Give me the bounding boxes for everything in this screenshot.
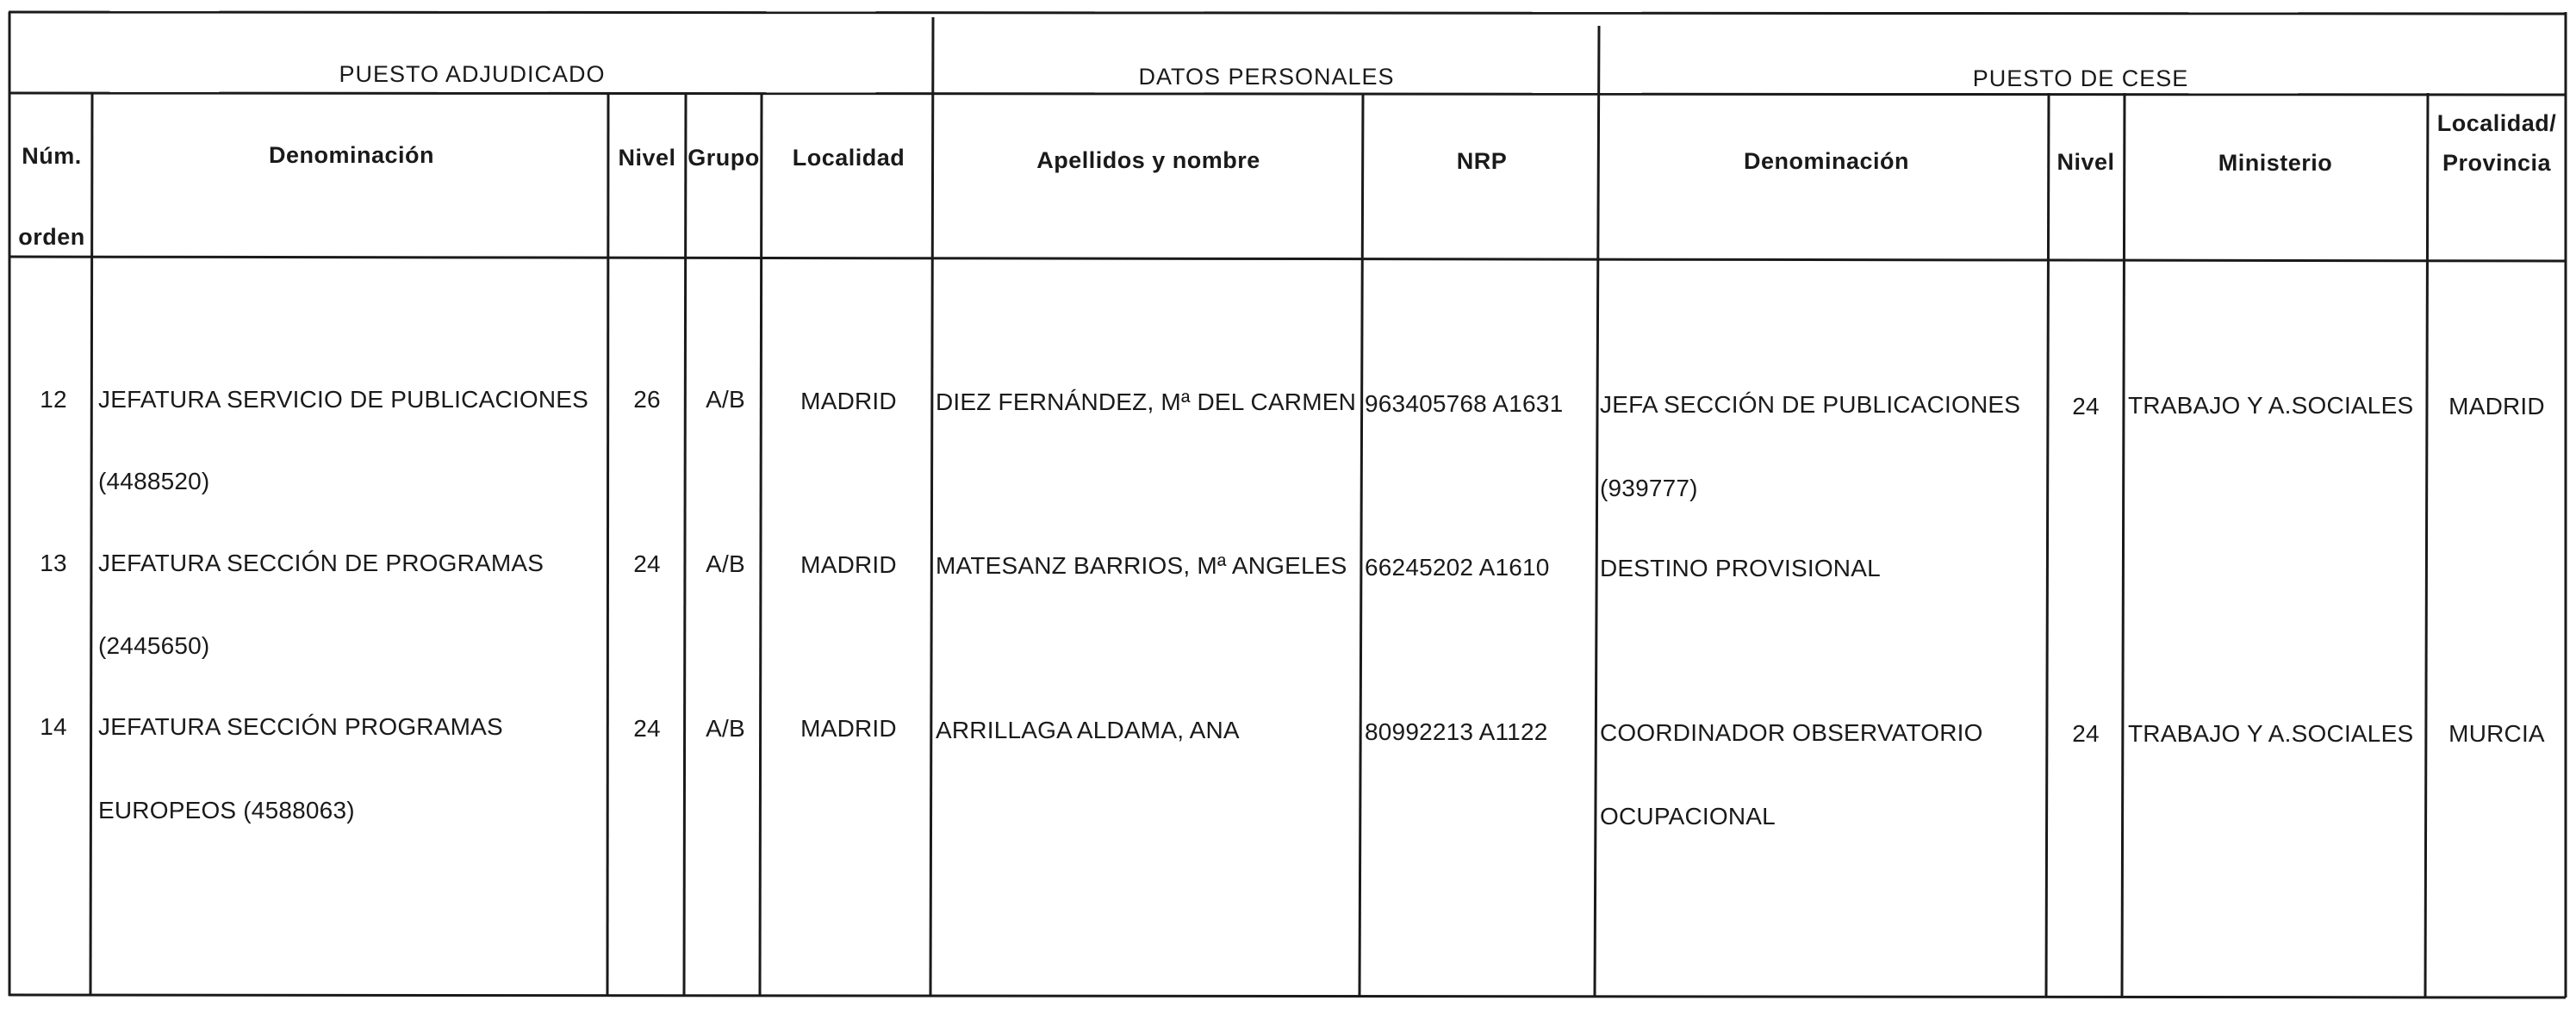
col-divider-ministerio	[2425, 93, 2428, 997]
row-13-nrp: 66245202 A1610	[1365, 554, 1550, 581]
row-14-cese-denominacion-line2: OCUPACIONAL	[1600, 803, 1776, 830]
col-header-localidad-provincia-line1: Localidad/	[2436, 110, 2557, 136]
row-14-denominacion-line2: EUROPEOS (4588063)	[98, 797, 355, 823]
col-header-denominacion: Denominación	[268, 142, 435, 168]
col-header-apellidos: Apellidos y nombre	[1036, 147, 1260, 173]
row-13-nivel: 24	[633, 550, 661, 577]
row-12-cese-nivel: 24	[2072, 393, 2100, 419]
row-12-nivel: 26	[633, 386, 661, 413]
row-14-denominacion-line1: JEFATURA SECCIÓN PROGRAMAS	[98, 713, 503, 740]
col-divider-cese-nivel	[2122, 93, 2125, 997]
row-14-cese-denominacion-line1: COORDINADOR OBSERVATORIO	[1600, 719, 1983, 746]
section-header-rule	[9, 93, 2566, 95]
col-header-nrp: NRP	[1456, 148, 1508, 174]
top-border	[9, 12, 2566, 14]
row-14-grupo: A/B	[706, 715, 745, 742]
section-datos-personales: DATOS PERSONALES	[1138, 64, 1395, 90]
row-12-grupo: A/B	[706, 386, 745, 413]
col-divider-num	[90, 93, 92, 995]
row-12-apellidos: DIEZ FERNÁNDEZ, Mª DEL CARMEN	[936, 388, 1357, 415]
row-12-localidad: MADRID	[800, 388, 897, 414]
row-13-grupo: A/B	[706, 550, 745, 577]
row-12-denominacion-line2: (4488520)	[98, 468, 210, 494]
row-14-cese-nivel: 24	[2072, 720, 2100, 747]
col-header-num-line2: orden	[18, 224, 85, 250]
row-12-num: 12	[40, 386, 67, 413]
col-divider-denominacion	[607, 93, 608, 995]
section-divider-2	[1595, 26, 1599, 997]
row-14-nivel: 24	[633, 715, 661, 742]
col-divider-apellidos	[1360, 93, 1363, 996]
row-14-localidad: MADRID	[800, 715, 897, 742]
col-header-localidad-provincia-line2: Provincia	[2442, 150, 2552, 176]
row-13-denominacion-line1: JEFATURA SECCIÓN DE PROGRAMAS	[98, 550, 544, 576]
col-header-grupo: Grupo	[688, 145, 760, 171]
row-12-cese-denominacion-line2: (939777)	[1600, 475, 1698, 501]
row-13-num: 13	[40, 550, 67, 576]
row-14-ministerio: TRABAJO Y A.SOCIALES	[2128, 720, 2414, 747]
row-12-localidad-provincia: MADRID	[2448, 393, 2545, 419]
row-12-cese-denominacion-line1: JEFA SECCIÓN DE PUBLICACIONES	[1600, 391, 2021, 418]
bottom-border	[9, 995, 2566, 997]
row-12-nrp: 963405768 A1631	[1365, 390, 1564, 417]
col-header-localidad: Localidad	[792, 145, 905, 171]
row-13-apellidos: MATESANZ BARRIOS, Mª ANGELES	[936, 552, 1347, 579]
section-puesto-de-cese: PUESTO DE CESE	[1972, 65, 2189, 91]
column-header-rule	[9, 257, 2566, 261]
row-14-nrp: 80992213 A1122	[1365, 718, 1548, 745]
section-divider-1	[930, 17, 933, 996]
row-13-denominacion-line2: (2445650)	[98, 632, 210, 659]
row-13-localidad: MADRID	[800, 551, 897, 578]
col-header-cese-nivel: Nivel	[2056, 149, 2115, 175]
col-divider-nivel	[684, 93, 686, 995]
section-puesto-adjudicado: PUESTO ADJUDICADO	[339, 61, 606, 87]
col-divider-cese-denominacion	[2046, 93, 2049, 997]
row-12-denominacion-line1: JEFATURA SERVICIO DE PUBLICACIONES	[98, 386, 589, 413]
col-header-cese-denominacion: Denominación	[1743, 148, 1910, 174]
col-header-ministerio: Ministerio	[2218, 150, 2333, 176]
col-divider-grupo	[760, 93, 762, 995]
row-14-num: 14	[40, 713, 67, 740]
col-header-num-line1: Núm.	[22, 143, 82, 169]
col-header-nivel: Nivel	[618, 145, 676, 171]
row-13-cese-denominacion-line1: DESTINO PROVISIONAL	[1600, 555, 1881, 581]
row-14-localidad-provincia: MURCIA	[2448, 720, 2545, 747]
row-14-apellidos: ARRILLAGA ALDAMA, ANA	[936, 717, 1240, 743]
row-12-ministerio: TRABAJO Y A.SOCIALES	[2128, 392, 2414, 419]
